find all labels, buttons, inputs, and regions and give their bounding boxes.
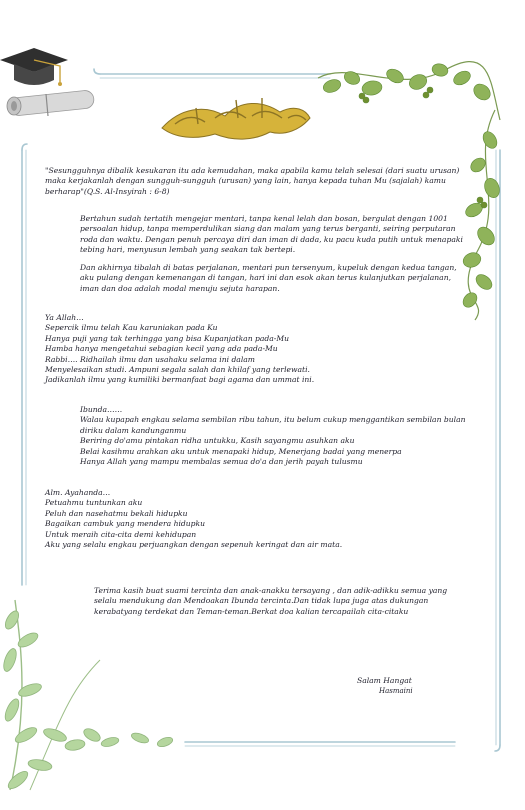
prayer-line: Hanya puji yang tak terhingga yang bisa Kupanjatkan pada-Mu [45,333,290,343]
diploma-scroll-icon [7,90,95,117]
quran-quote [45,166,465,197]
quote-line: maka kerjakanlah dengan sungguh-sungguh (urusan) yang lain, hanya kepada tuhan Mu (sajalah) kamu [45,176,446,186]
dedication-line: Petuahmu tuntunkan aku [45,498,143,508]
dedication-line: Bagaikan cambuk yang mendera hidupku [45,519,206,529]
prayer-line: Sepercik ilmu telah Kau karuniakan pada Ku [45,323,218,333]
paragraph-line: Dan akhirnya tibalah di batas perjalanan, mentari pun tersenyum, kupeluk dengan kedua tangan, [80,263,457,272]
top-vine [318,62,500,120]
prayer-line: Jadikanlah ilmu yang kumiliki bermanfaat bagi agama dan ummat ini. [45,375,315,385]
quote-line: "Sesungguhnya dibalik kesukaran itu ada kemudahan, maka apabila kamu telah selesai (dari suatu urusan) [45,166,460,175]
dedication-line: Aku yang selalu engkau perjuangkan dengan sepenuh keringat dan air mata. [45,540,343,550]
dedication-line: Hanya Allah yang mampu membalas semua do'a dan jerih payah tulusmu [80,457,363,467]
prayer-line: Menyelesaikan studi. Ampuni segala salah dan khilaf yang terlewati. [45,365,310,375]
acknowledgement-line: selalu mendukung dan Mendoakan Ibunda tercinta.Dan tidak lupa juga atas dukungan [94,596,429,606]
paragraph-line: roda dan waktu. Dengan penuh percaya diri dan iman di dada, ku pacu kuda putih untuk menapaki [80,234,463,244]
prayer-to-allah [45,313,365,386]
basmalah-calligraphy [162,98,310,139]
prayer-line: Rabbi…. Ridhailah ilmu dan usahaku selama ini dalam [45,354,255,364]
graduation-cap-icon [0,48,68,86]
paragraph-line: iman dan doa adalah modal menuju sejuta harapan. [80,283,280,293]
paragraph-line: Bertahun sudah tertatih mengejar mentari, tanpa kenal lelah dan bosan, bergulat dengan 1001 [80,214,448,223]
acknowledgement-line: kerabatyang terdekat dan Teman-teman.Berkat doa kalian tercapailah cita-citaku [94,606,409,616]
dedication-line: Walau kupapah engkau selama sembilan ribu tahun, itu belum cukup menggantikan sembilan bulan [80,415,466,425]
signature-closing: Salam Hangat [357,676,412,685]
paragraph-victory [80,263,468,294]
paragraph-journey [80,214,468,256]
dedication-line: diriku dalam kandunganmu [80,425,187,435]
dedication-line: Alm. Ayahanda… [45,488,111,497]
dedication-father [45,488,365,550]
quote-line: berharap"(Q.S. Al-Insyirah : 6-8) [45,186,170,196]
dedication-line: Untuk meraih cita-cita demi kehidupan [45,529,197,539]
signature-name: Hasmaini [379,687,413,696]
prayer-line: Ya Allah… [45,313,84,322]
signature-block [357,676,467,697]
acknowledgement-line: Terima kasih buat suami tercinta dan anak-anakku tersayang , dan adik-adikku semua yang [94,586,448,595]
paragraph-line: tebing hari, menyusun lembah yang seakan tak bertepi. [80,245,296,255]
paragraph-line: persoalan hidup, tanpa memperdulikan siang dan malam yang terus berganti, seiring perputaran [80,224,456,234]
paragraph-line: aku pulang dengan kemenangan di tangan, hari ini dan esok akan terus kulanjutkan perjalanan, [80,273,451,283]
dedication-line: Belai kasihmu arahkan aku untuk menapaki hidup, Menerjang badai yang menerpa [80,446,402,456]
dedication-line: Beriring do'amu pintakan ridha untukku, Kasih sayangmu asuhkan aku [80,436,355,446]
dedication-line: Peluh dan nasehatmu bekali hidupku [45,508,188,518]
prayer-line: Hamba hanya mengetahui sebagian kecil yang ada pada-Mu [45,344,278,354]
bottom-left-foliage [1,600,174,792]
dedication-line: Ibunda…… [80,405,123,414]
dedication-mother [80,405,485,467]
acknowledgement [94,586,454,617]
